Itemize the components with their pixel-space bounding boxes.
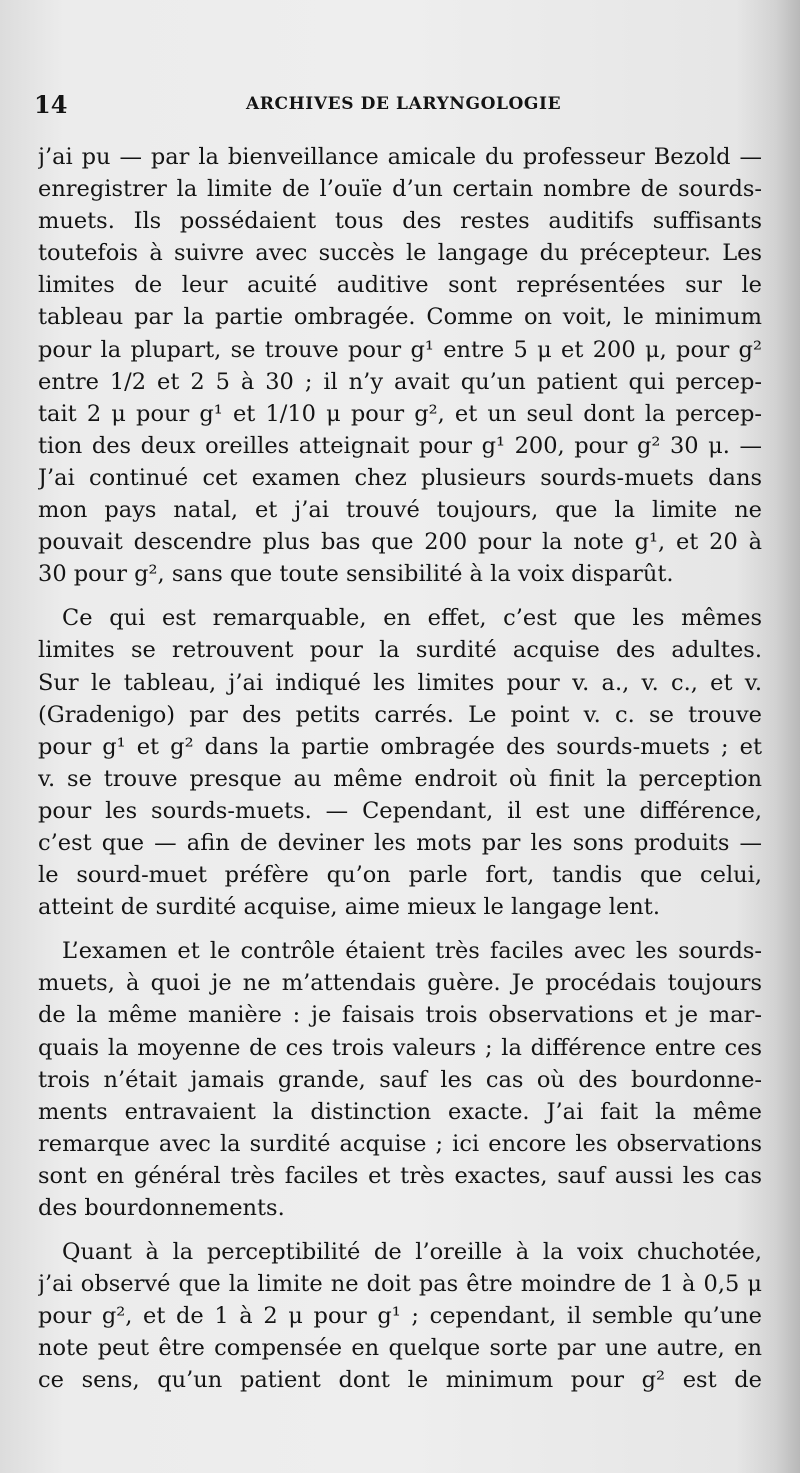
paragraph-1 xyxy=(38,141,762,590)
text-line: trois n’était jamais grande, sauf les cas où des bourdonne- xyxy=(38,1066,762,1093)
text-line: mon pays natal, et j’ai trouvé toujours, que la limite ne xyxy=(38,497,762,524)
text-line: Quant à la perceptibilité de l’oreille à la voix chuchotée, xyxy=(62,1239,762,1266)
text-line: pour g², et de 1 à 2 μ pour g¹ ; cependant, il semble qu’une xyxy=(38,1303,762,1330)
text-line: limites de leur acuité auditive sont représentées sur le xyxy=(38,272,762,299)
text-line: atteint de surdité acquise, aime mieux le langage lent. xyxy=(38,894,660,921)
text-line: quais la moyenne de ces trois valeurs ; la différence entre ces xyxy=(38,1034,762,1061)
text-line: limites se retrouvent pour la surdité acquise des adultes. xyxy=(38,637,762,664)
body-text xyxy=(38,141,762,1397)
text-line: note peut être compensée en quelque sorte par une autre, en xyxy=(38,1335,762,1362)
text-line: pour g¹ et g² dans la partie ombragée des sourds-muets ; et xyxy=(38,733,762,760)
text-line: ce sens, qu’un patient dont le minimum pour g² est de xyxy=(38,1367,762,1394)
paragraph-2 xyxy=(38,602,762,923)
text-line: sont en général très faciles et très exactes, sauf aussi les cas xyxy=(38,1162,762,1189)
text-line: des bourdonnements. xyxy=(38,1195,285,1221)
text-line: Ce qui est remarquable, en effet, c’est que les mêmes xyxy=(62,605,762,632)
text-line: muets. Ils possédaient tous des restes auditifs suffisants xyxy=(38,208,762,235)
paragraph-3 xyxy=(38,935,762,1224)
text-line: tableau par la partie ombragée. Comme on voit, le minimum xyxy=(38,304,762,331)
text-line: j’ai pu — par la bienveillance amicale du professeur Bezold — xyxy=(38,144,762,170)
text-line: ments entravaient la distinction exacte. J’ai fait la même xyxy=(38,1098,762,1125)
text-line: (Gradenigo) par des petits carrés. Le point v. c. se trouve xyxy=(38,701,762,728)
page-number: 14 xyxy=(34,90,68,119)
text-line: entre 1/2 et 2 5 à 30 ; il n’y avait qu’un patient qui percep- xyxy=(38,368,762,395)
text-line: tion des deux oreilles atteignait pour g¹ 200, pour g² 30 μ. — xyxy=(38,432,762,459)
text-line: j’ai observé que la limite ne doit pas être moindre de 1 à 0,5 μ xyxy=(38,1271,762,1298)
text-line: tait 2 μ pour g¹ et 1/10 μ pour g², et un seul dont la percep- xyxy=(38,400,762,427)
text-line: v. se trouve presque au même endroit où finit la perception xyxy=(38,765,762,792)
text-line: J’ai continué cet examen chez plusieurs sourds-muets dans xyxy=(38,464,762,491)
text-line: Sur le tableau, j’ai indiqué les limites pour v. a., v. c., et v. xyxy=(38,669,762,696)
text-line: enregistrer la limite de l’ouïe d’un certain nombre de sourds- xyxy=(38,176,762,203)
text-line: pour les sourds-muets. — Cependant, il est une différence, xyxy=(38,797,762,824)
text-line: toutefois à suivre avec succès le langage du précepteur. Les xyxy=(38,240,762,267)
text-line: c’est que — afin de deviner les mots par les sons produits — xyxy=(38,829,762,856)
paragraph-4 xyxy=(38,1236,762,1396)
text-line: le sourd-muet préfère qu’on parle fort, tandis que celui, xyxy=(38,862,762,889)
text-line: pour la plupart, se trouve pour g¹ entre 5 μ et 200 μ, pour g² xyxy=(38,336,762,363)
text-line: muets, à quoi je ne m’attendais guère. Je procédais toujours xyxy=(38,970,762,997)
text-line: 30 pour g², sans que toute sensibilité à la voix disparût. xyxy=(38,561,674,588)
text-line: L’examen et le contrôle étaient très faciles avec les sourds- xyxy=(62,938,762,965)
text-line: pouvait descendre plus bas que 200 pour la note g¹, et 20 à xyxy=(38,529,762,556)
page-header xyxy=(34,86,764,120)
text-line: de la même manière : je faisais trois observations et je mar- xyxy=(38,1002,762,1029)
running-title: ARCHIVES DE LARYNGOLOGIE xyxy=(246,94,562,114)
text-line: remarque avec la surdité acquise ; ici encore les observations xyxy=(38,1130,762,1157)
